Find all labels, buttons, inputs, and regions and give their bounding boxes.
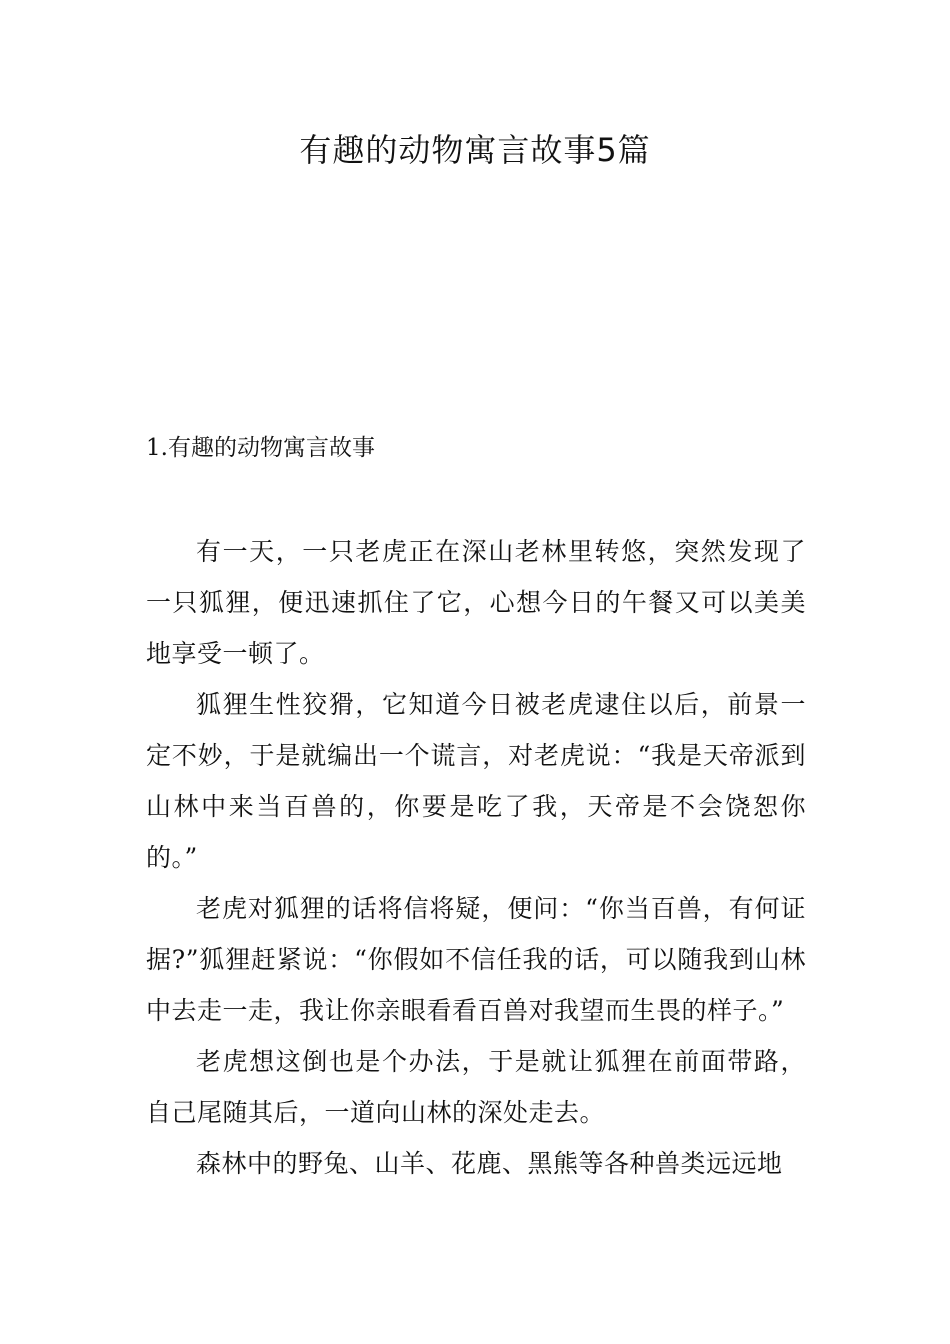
story-body: [146, 526, 806, 1189]
paragraph: 老虎想这倒也是个办法，于是就让狐狸在前面带路，自己尾随其后，一道向山林的深处走去。: [146, 1047, 806, 1127]
document-title: 有趣的动物寓言故事5篇: [299, 131, 651, 169]
paragraph: 狐狸生性狡猾，它知道今日被老虎逮住以后，前景一定不妙，于是就编出一个谎言，对老虎说：“我是天帝派到山林中来当百兽的，你要是吃了我，天帝是不会饶恕你的。”: [146, 690, 806, 872]
paragraph: 有一天，一只老虎正在深山老林里转悠，突然发现了一只狐狸，便迅速抓住了它，心想今日的午餐又可以美美地享受一顿了。: [146, 537, 806, 668]
section-heading: 1.有趣的动物寓言故事: [146, 435, 375, 461]
paragraph: 森林中的野兔、山羊、花鹿、黑熊等各种兽类远远地: [196, 1149, 783, 1178]
paragraph: 老虎对狐狸的话将信将疑，便问：“你当百兽，有何证据?”狐狸赶紧说：“你假如不信任我的话，可以随我到山林中去走一走，我让你亲眼看看百兽对我望而生畏的样子。”: [146, 894, 806, 1025]
